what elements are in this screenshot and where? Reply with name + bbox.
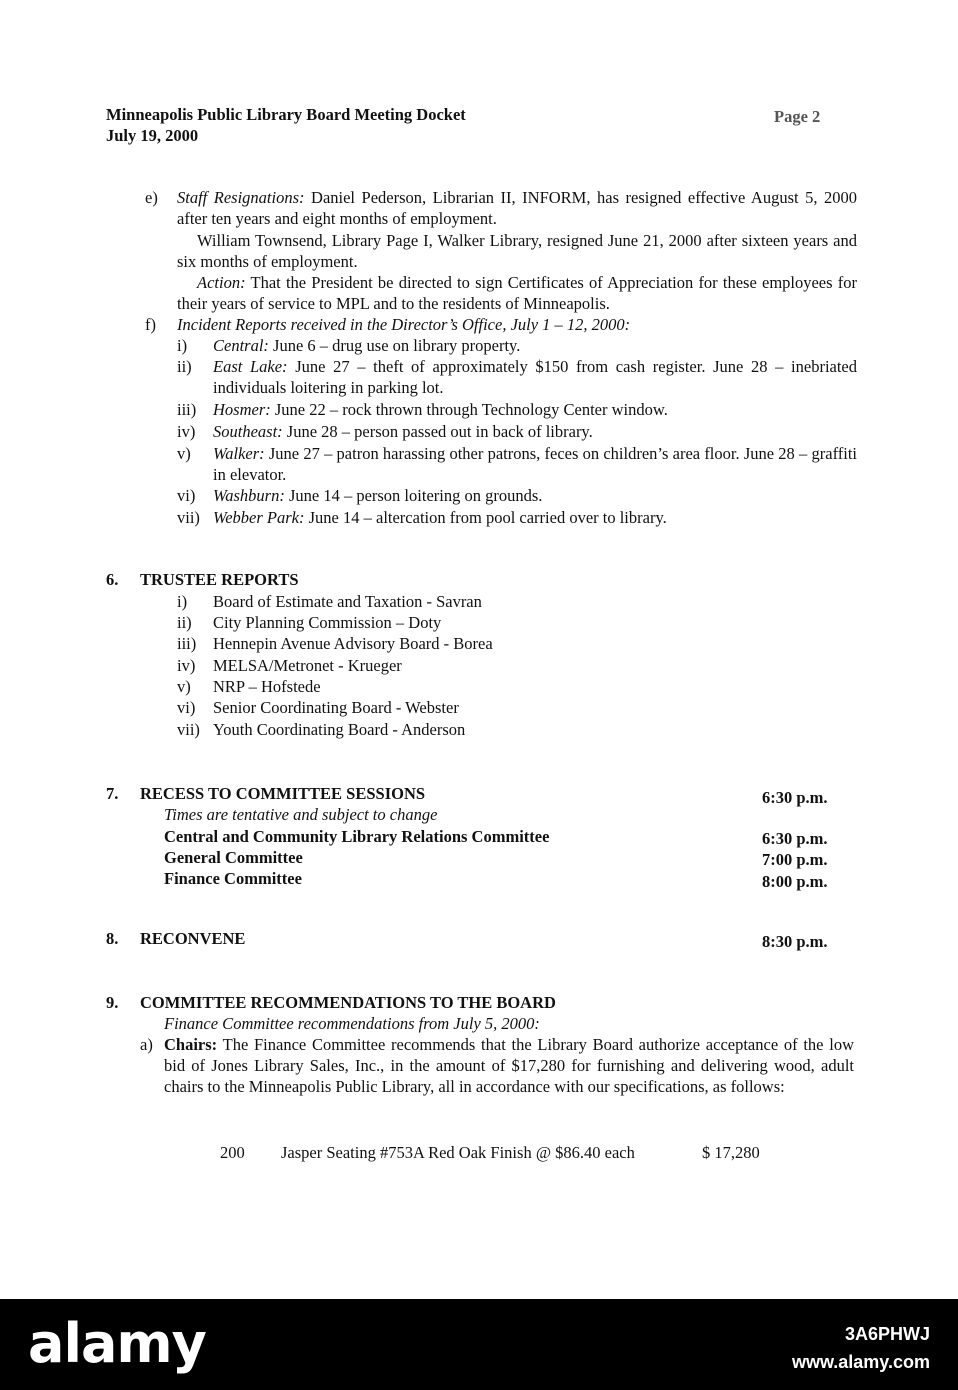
incident-text: June 6 – drug use on library property. <box>273 336 521 355</box>
trustee-num: v) <box>177 677 191 696</box>
incident-num: vii) <box>177 508 200 527</box>
section-9-number: 9. <box>106 993 119 1012</box>
incident-location: East Lake: <box>213 357 288 376</box>
section-9-title: COMMITTEE RECOMMENDATIONS TO THE BOARD <box>140 993 556 1012</box>
incident-num: ii) <box>177 357 192 376</box>
item-e-label: e) <box>145 188 158 207</box>
stock-watermark-bar <box>0 1299 958 1390</box>
docket-date: July 19, 2000 <box>106 126 199 145</box>
section-7-number: 7. <box>106 784 119 803</box>
staff-resignations-paragraph <box>177 187 857 229</box>
trustee-num: iii) <box>177 634 197 653</box>
incident-num: iv) <box>177 422 196 441</box>
section-8-time: 8:30 p.m. <box>762 932 828 951</box>
committee-time: 8:00 p.m. <box>762 872 828 891</box>
incident-num: vi) <box>177 486 196 505</box>
section-7-title: RECESS TO COMMITTEE SESSIONS <box>140 784 426 803</box>
section-6-title: TRUSTEE REPORTS <box>140 570 299 589</box>
times-tentative-note: Times are tentative and subject to change <box>164 805 438 824</box>
incident-num: i) <box>177 336 188 355</box>
incident-location: Washburn: <box>213 486 285 505</box>
incident-item <box>213 399 857 420</box>
committee-time: 6:30 p.m. <box>762 829 828 848</box>
incident-num: v) <box>177 444 191 463</box>
section-6-number: 6. <box>106 570 119 589</box>
section-8-number: 8. <box>106 929 119 948</box>
trustee-num: i) <box>177 592 188 611</box>
incident-text: June 28 – person passed out in back of library. <box>286 422 593 441</box>
committee-name: Central and Community Library Relations Committee <box>164 827 550 846</box>
trustee-report-item: City Planning Commission – Doty <box>213 613 442 632</box>
chairs-heading: Chairs: <box>164 1035 218 1054</box>
incident-text: June 27 – theft of approximately $150 from cash register. June 28 – inebriated individuals loitering in parking lot. <box>213 357 858 397</box>
trustee-report-item: Youth Coordinating Board - Anderson <box>213 720 466 739</box>
stock-site-url: www.alamy.com <box>791 1352 930 1372</box>
section-8-title: RECONVENE <box>140 929 246 948</box>
trustee-num: vii) <box>177 720 200 739</box>
action-paragraph <box>177 272 857 314</box>
incident-location: Central: <box>213 336 269 355</box>
staff-resignations-text-1: Daniel Pederson, Librarian II, INFORM, has resigned effective August 5, 2000 after ten years and eight months of employment. <box>177 188 857 228</box>
trustee-num: ii) <box>177 613 192 632</box>
trustee-report-item: MELSA/Metronet - Krueger <box>213 656 402 675</box>
incident-text: June 14 – person loitering on grounds. <box>288 486 543 505</box>
section-7-time: 6:30 p.m. <box>762 788 828 807</box>
incident-item <box>213 421 857 442</box>
trustee-report-item: Board of Estimate and Taxation - Savran <box>213 592 482 611</box>
finance-recommendations-subtitle: Finance Committee recommendations from July 5, 2000: <box>164 1014 540 1033</box>
stock-image-id: 3A6PHWJ <box>844 1324 930 1344</box>
trustee-num: iv) <box>177 656 196 675</box>
committee-name: Finance Committee <box>164 869 302 888</box>
staff-resignations-heading: Staff Resignations: <box>177 188 305 207</box>
chairs-text: The Finance Committee recommends that the Library Board authorize acceptance of the low bid of Jones Library Sales, Inc., in the amount of $17,280 for furnishing and delivering wood, adult chairs to the Minneapolis Public Library, all in accordance with our specifications, as follows: <box>164 1035 854 1096</box>
trustee-report-item: Senior Coordinating Board - Webster <box>213 698 459 717</box>
trustee-num: vi) <box>177 698 196 717</box>
incident-location: Webber Park: <box>213 508 305 527</box>
alamy-logo: alamy <box>28 1312 206 1375</box>
chairs-recommendation-paragraph <box>164 1034 854 1097</box>
action-text: That the President be directed to sign Certificates of Appreciation for these employees for their years of service to MPL and to the residents of Minneapolis. <box>177 273 858 313</box>
committee-name: General Committee <box>164 848 303 867</box>
incident-item <box>213 335 857 356</box>
incident-reports-heading: Incident Reports received in the Director’s Office, July 1 – 12, 2000: <box>177 315 631 334</box>
trustee-report-item: Hennepin Avenue Advisory Board - Borea <box>213 634 493 653</box>
trustee-report-item: NRP – Hofstede <box>213 677 321 696</box>
incident-text: June 14 – altercation from pool carried over to library. <box>308 508 667 527</box>
page-number: Page 2 <box>774 107 821 126</box>
item-f-label: f) <box>145 315 156 334</box>
incident-location: Hosmer: <box>213 400 271 419</box>
incident-item <box>213 356 857 398</box>
incident-location: Walker: <box>213 444 265 463</box>
line-item-amount: $ 17,280 <box>702 1143 760 1162</box>
action-label: Action: <box>197 273 246 292</box>
incident-item <box>213 485 857 506</box>
line-item-quantity: 200 <box>220 1143 245 1162</box>
incident-num: iii) <box>177 400 197 419</box>
incident-item <box>213 443 857 485</box>
incident-text: June 22 – rock thrown through Technology Center window. <box>274 400 668 419</box>
incident-item <box>213 507 857 528</box>
staff-resignations-text-2: William Townsend, Library Page I, Walker Library, resigned June 21, 2000 after sixteen years and six months of employment. <box>177 231 857 271</box>
docket-title: Minneapolis Public Library Board Meeting Docket <box>106 105 466 124</box>
item-a-label: a) <box>140 1035 153 1054</box>
incident-text: June 27 – patron harassing other patrons, feces on children’s area floor. June 28 – graffiti in elevator. <box>213 444 858 484</box>
line-item-description: Jasper Seating #753A Red Oak Finish @ $86.40 each <box>281 1143 635 1162</box>
incident-location: Southeast: <box>213 422 283 441</box>
committee-time: 7:00 p.m. <box>762 850 828 869</box>
